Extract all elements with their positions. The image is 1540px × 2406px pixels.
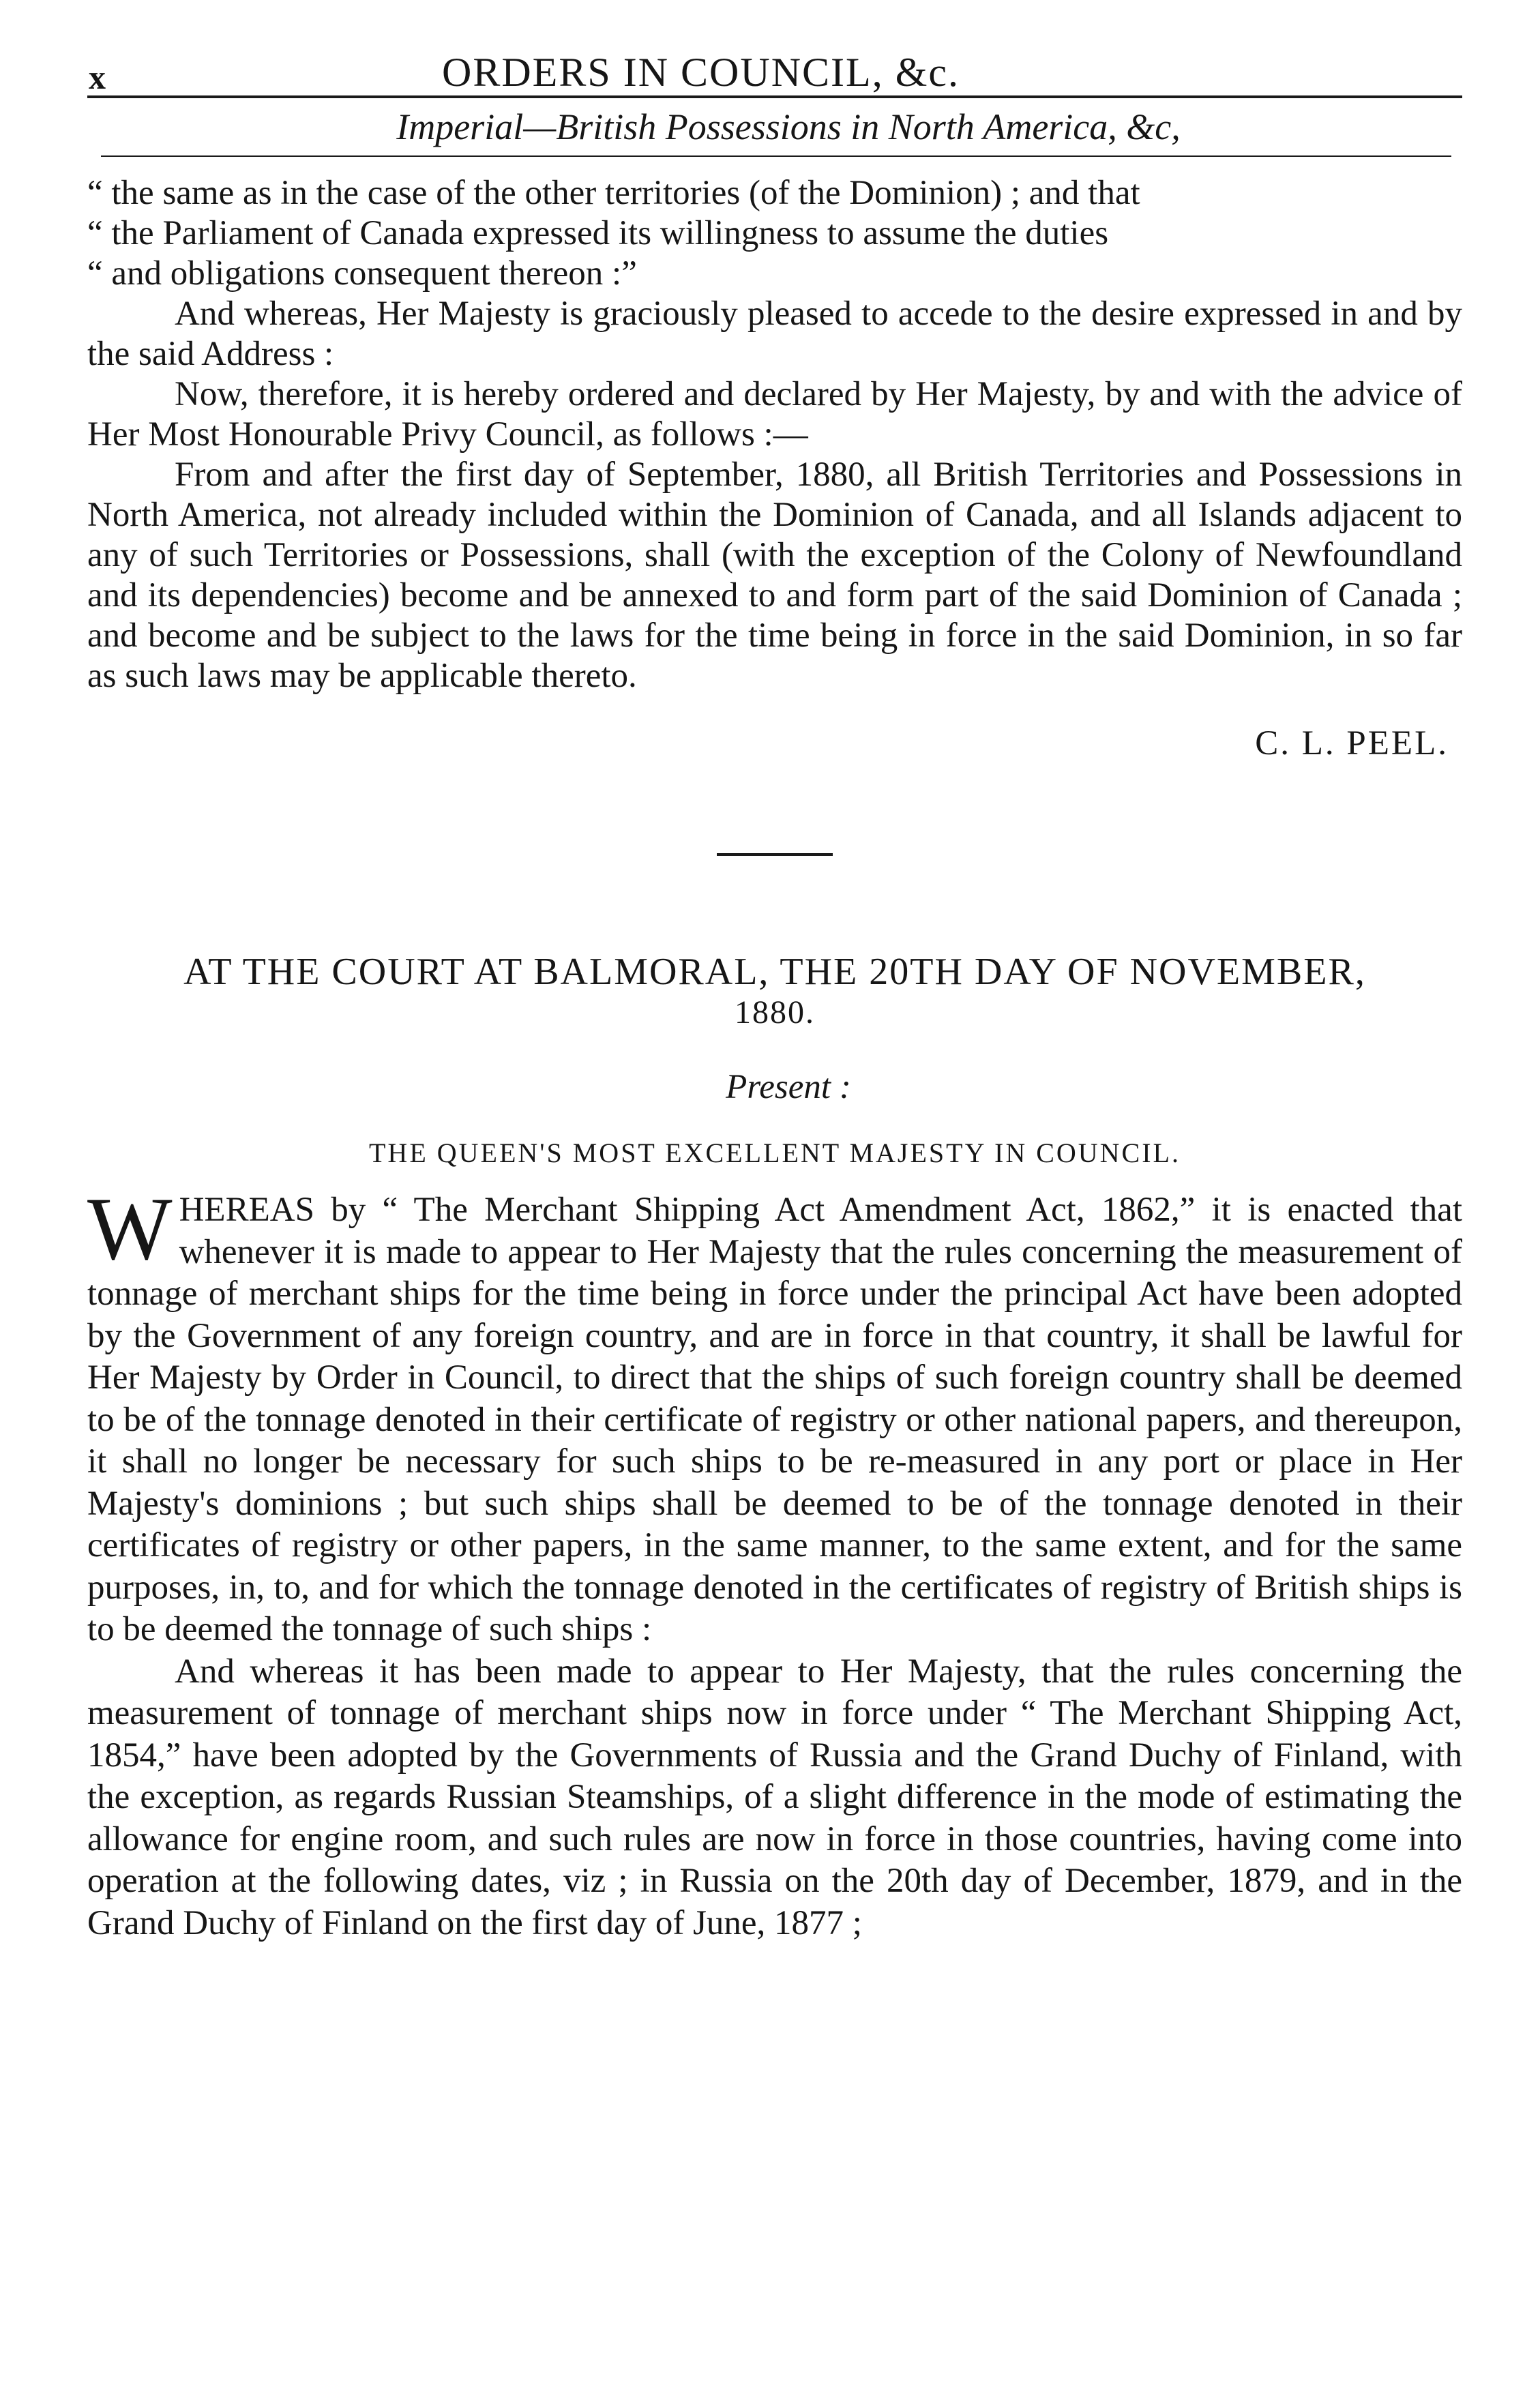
section-divider: [717, 853, 833, 856]
paragraph-now-therefore: Now, therefore, it is hereby ordered and declared by Her Majesty, by and with the advice of Her Most Honourable Privy Council, as follows :—: [87, 375, 1462, 454]
paragraph-1-text: HEREAS by “ The Merchant Shipping Act Amendment Act, 1862,” it is enacted that whenever it is made to appear to Her Majesty that the rules concerning the measurement of tonnage of merchant ships for the time being in force under the principal Act have been adopted by the Government of any foreign country, and are in force in that country, it shall be lawful for Her Majesty by Order in Council, to direct that the ships of such foreign country shall be deemed to be of the tonnage denoted in their certificate of registry or other national papers, and thereupon, it shall no longer be necessary for such ships to be re-measured in any port or place in Her Majesty's dominions ; but such ships shall be deemed to be of the tonnage denoted in their certificates of registry or other papers, in the same manner, to the same extent, and for the same purposes, in, to, and for which the tonnage denoted in the certificates of registry of British ships is to be deemed the tonnage of such ships :: [87, 1191, 1462, 1648]
subhead-rule: [101, 155, 1451, 157]
present-label: Present :: [726, 1068, 851, 1106]
court-heading-line1: AT THE COURT AT BALMORAL, THE 20TH DAY OF NOVEMBER,: [183, 951, 1366, 993]
quote-line-3: “ and obligations consequent thereon :”: [87, 254, 637, 293]
signature: C. L. PEEL.: [1255, 724, 1449, 762]
section-subhead: Imperial—British Possessions in North America, &c,: [396, 106, 1181, 147]
paragraph-from-and-after: From and after the first day of September, 1880, all British Territories and Possessions in North America, not already included within the Dominion of Canada, and all Islands adjacent to any of such Territories or Possessions, shall (with the exception of the Colony of Newfoundland and its dependencies) become and be annexed to and form part of the said Dominion of Canada ; and become and be subject to the laws for the time being in force in the said Dominion, in so far as such laws may be applicable thereto.: [87, 456, 1462, 695]
court-heading-year: 1880.: [735, 994, 815, 1030]
document-page: [87, 41, 1462, 1944]
first-section-body: [87, 173, 1462, 696]
quote-line-2: “ the Parliament of Canada expressed its willingness to assume the duties: [87, 214, 1109, 252]
paragraph-whereas-merchant-shipping: [87, 1178, 1462, 1651]
paragraph-whereas: And whereas, Her Majesty is graciously pleased to accede to the desire expressed in and by the said Address :: [87, 295, 1462, 373]
quote-line-1: “ the same as in the case of the other territories (of the Dominion) ; and that: [87, 174, 1140, 212]
court-heading: [87, 951, 1462, 1033]
running-title: ORDERS IN COUNCIL, &c.: [442, 50, 960, 95]
paragraph-and-whereas-russia: And whereas it has been made to appear to Her Majesty, that the rules concerning the measurement of tonnage of merchant ships now in force under “ The Merchant Shipping Act, 1854,” have been adopted by the Governments of Russia and the Grand Duchy of Finland, with the exception, as regards Russian Steamships, of a slight difference in the mode of estimating the allowance for engine room, and such rules are now in force in those countries, having come into operation at the following dates, viz ; in Russia on the 20th day of December, 1879, and in the Grand Duchy of Finland on the first day of June, 1877 ;: [87, 1652, 1462, 1942]
drop-cap: W: [87, 1178, 173, 1279]
council-line: THE QUEEN'S MOST EXCELLENT MAJESTY IN COUNCIL.: [369, 1138, 1181, 1168]
page-number: x: [89, 58, 106, 96]
order-body: [87, 1178, 1462, 1944]
running-head: [87, 41, 1462, 95]
